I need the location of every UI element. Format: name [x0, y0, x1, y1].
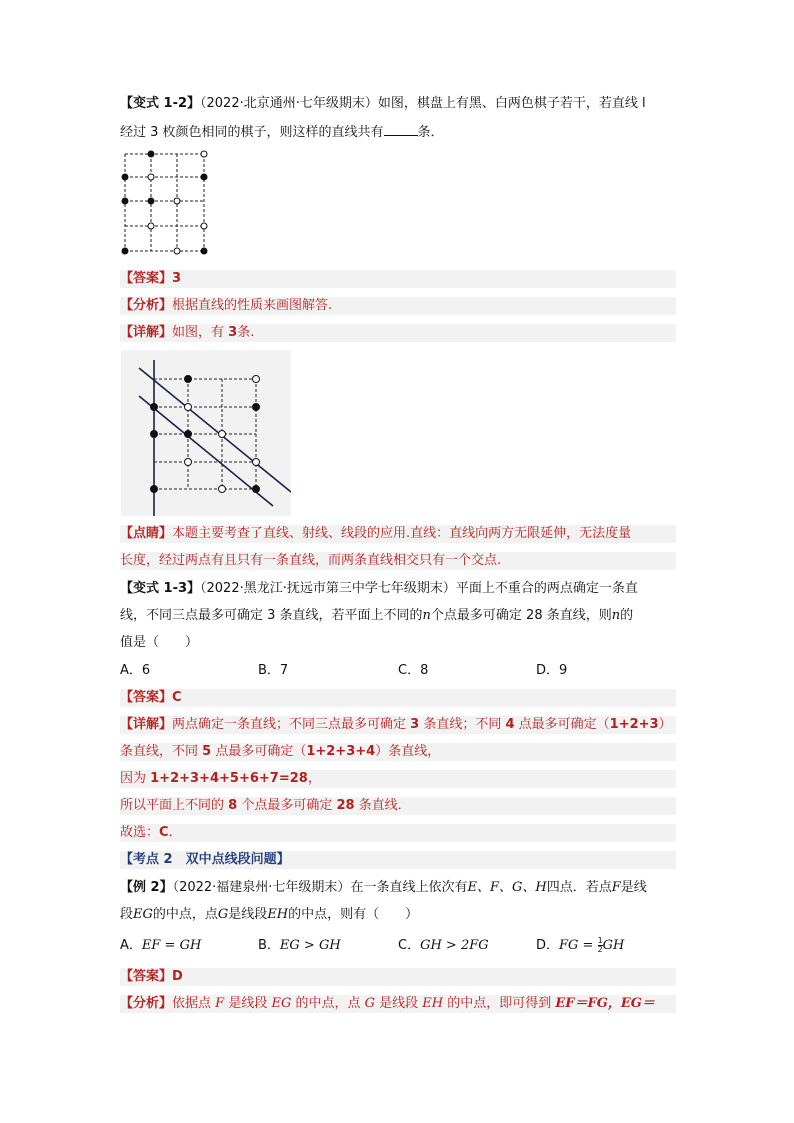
example-2-line-2: 段EG的中点，点G是线段EH的中点，则有（ ）	[120, 907, 419, 922]
option-a: A．6	[120, 663, 151, 678]
chessboard-figure	[118, 146, 213, 258]
answer-1-2: 【答案】3	[120, 270, 676, 288]
problem-tag: 【变式 1-2】	[120, 96, 201, 111]
answer-1-3: 【答案】C	[120, 689, 676, 707]
problem-1-3-line-1: 【变式 1-3】（2022·黑龙江·抚远市第三中学七年级期末）平面上不重合的两点确定一条直	[120, 581, 638, 596]
detail-1-2: 【详解】如图，有 3条.	[120, 324, 676, 342]
example-option-a: A．EF = GH	[120, 938, 202, 953]
note-line-2: 长度，经过两点有且只有一条直线，而两条直线相交只有一个交点.	[120, 552, 676, 570]
problem-1-3-line-2: 线，不同三点最多可确定 3 条直线，若平面上不同的n个点最多可确定 28 条直线，则n的	[120, 608, 634, 623]
problem-1-2-line-1: 【变式 1-2】（2022·北京通州·七年级期末）如图，棋盘上有黑、白两色棋子若干，若直线 l	[120, 96, 646, 111]
note-line-1: 【点睛】本题主要考查了直线、射线、线段的应用.直线：直线向两方无限延伸，无法度量	[120, 525, 676, 543]
detail-1-3-line-3: 因为 1+2+3+4+5+6+7=28，	[120, 770, 676, 788]
chessboard-solution-figure	[121, 350, 291, 516]
detail-1-3-line-2: 条直线，不同 5 点最多可确定（1+2+3+4）条直线，	[120, 743, 676, 761]
example-option-d: D．FG = $\frac{1}{2}$ GH	[536, 936, 625, 954]
section-heading: 【考点 2 双中点线段问题】	[120, 851, 676, 869]
problem-1-2-line-2: 经过 3 枚颜色相同的棋子，则这样的直线共有 条．	[120, 125, 444, 140]
answer-2: 【答案】D	[120, 968, 676, 986]
detail-1-3-line-1: 【详解】两点确定一条直线；不同三点最多可确定 3 条直线；不同 4 点最多可确定（1+2+3）	[120, 716, 676, 734]
analysis-1-2: 【分析】根据直线的性质来画图解答.	[120, 297, 676, 315]
problem-source: （2022·北京通州·七年级期末）	[200, 96, 378, 111]
option-c: C．8	[398, 663, 429, 678]
analysis-2: 【分析】依据点 F 是线段 EG 的中点，点 G 是线段 EH 的中点，即可得到 EF＝FG，EG＝	[120, 995, 676, 1013]
fraction: $\frac{1}{2}$	[597, 936, 603, 954]
option-b: B．7	[258, 663, 289, 678]
detail-1-3-line-5: 故选：C．	[120, 824, 676, 842]
example-option-b: B．EG > GH	[258, 938, 341, 953]
problem-1-3-line-3: 值是（ ）	[120, 635, 199, 650]
option-d: D．9	[536, 663, 568, 678]
example-2-line-1: 【例 2】（2022·福建泉州·七年级期末）在一条直线上依次有E、F、G、H四点．若点F是线	[120, 880, 647, 895]
example-option-c: C．GH > 2FG	[398, 938, 489, 953]
detail-1-3-line-4: 所以平面上不同的 8 个点最多可确定 28 条直线．	[120, 797, 676, 815]
answer-blank	[384, 123, 418, 136]
